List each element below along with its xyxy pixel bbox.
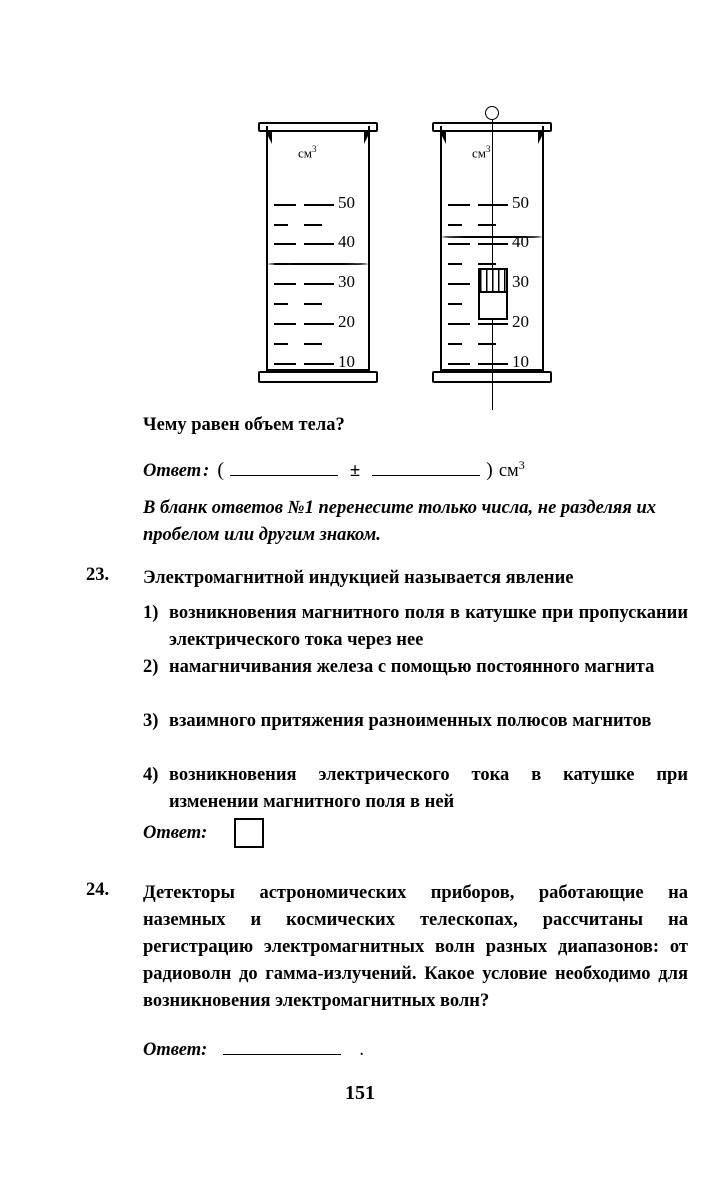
water-surface-line (442, 236, 542, 238)
answer-colon: : (203, 461, 210, 482)
tick-label-10: 10 (338, 352, 355, 371)
tick-label-30: 30 (512, 272, 529, 291)
tick-left (274, 303, 288, 305)
tick-minor (478, 343, 496, 345)
item-number-24: 24. (86, 880, 110, 900)
choice-text: намагничивания железа с помощью постоянного магнита (169, 657, 655, 677)
choice-23-3[interactable] (143, 708, 688, 735)
tick-left (274, 204, 296, 206)
answer-period-24: . (359, 1040, 364, 1060)
tick-label-20: 20 (512, 312, 529, 331)
choice-number: 3) (143, 711, 159, 731)
tick-minor (304, 343, 322, 345)
answer-label-23: Ответ: (143, 823, 208, 843)
transfer-instruction-note: В бланк ответов №1 перенесите только числа, не разделяя их пробелом или другим знаком. (143, 498, 657, 545)
tick-label-30: 30 (338, 272, 355, 291)
tick-left (274, 363, 296, 365)
answer-line-volume (143, 458, 525, 482)
answer-unit: $см^3$ (498, 458, 525, 482)
unit-label: $см^3$ (298, 144, 317, 161)
choice-number: 4) (143, 765, 159, 785)
tick-major-10 (304, 363, 334, 365)
question-prompt: Чему равен объем тела? (143, 415, 345, 435)
tick-left (448, 283, 470, 285)
tick-left (448, 363, 470, 365)
suspension-ring-icon (485, 106, 499, 120)
tick-left (274, 243, 296, 245)
answer-row-24 (143, 1040, 364, 1061)
tick-left (448, 303, 462, 305)
tick-minor (304, 224, 322, 226)
tick-major-50 (478, 204, 508, 206)
measuring-cylinder-with-body (432, 108, 552, 383)
answer-row-23 (143, 823, 209, 844)
tick-major-40 (304, 243, 334, 245)
tick-label-40: 40 (512, 232, 529, 251)
close-paren: ) (486, 459, 493, 482)
answer-label-24: Ответ: (143, 1040, 208, 1060)
tick-major-10 (478, 363, 508, 365)
tick-left (274, 283, 296, 285)
answer-box-23[interactable] (234, 818, 264, 848)
tick-left (448, 224, 462, 226)
choice-23-2[interactable] (143, 654, 688, 681)
tick-major-20 (304, 323, 334, 325)
tick-label-50: 50 (512, 193, 529, 212)
plus-minus-symbol: ± (350, 461, 361, 482)
tick-major-40 (478, 243, 508, 245)
tick-left (448, 323, 470, 325)
cylinder-base (258, 371, 378, 383)
answer-blank-24[interactable] (223, 1040, 341, 1055)
choice-23-1[interactable] (143, 600, 688, 654)
item-stem-23: Электромагнитной индукцией называется явление (143, 568, 574, 588)
tick-major-50 (304, 204, 334, 206)
tick-left (274, 323, 296, 325)
choice-23-4[interactable] (143, 762, 688, 816)
choice-text: взаимного притяжения разноименных полюсов магнитов (169, 711, 652, 731)
tick-major-20 (478, 323, 508, 325)
tick-label-10: 10 (512, 352, 529, 371)
cylinder-base (432, 371, 552, 383)
tick-minor (478, 263, 496, 265)
tick-label-50: 50 (338, 193, 355, 212)
tick-label-20: 20 (338, 312, 355, 331)
answer-label: Ответ (143, 461, 202, 482)
tick-left (274, 224, 288, 226)
unit-label: $см^3$ (472, 144, 491, 161)
measuring-cylinder-without-body (258, 108, 378, 383)
choice-text: возникновения магнитного поля в катушке при пропускании электрического тока через нее (169, 603, 688, 650)
submerged-body-hatching (478, 268, 508, 293)
item-number-23: 23. (86, 565, 110, 585)
answer-blank-uncertainty[interactable] (372, 461, 480, 476)
page-number: 151 (345, 1082, 375, 1104)
open-paren: ( (217, 459, 224, 482)
figure-measuring-cylinders (0, 78, 720, 398)
choice-number: 1) (143, 603, 159, 623)
tick-left (274, 343, 288, 345)
item-stem-24: Детекторы астрономических приборов, работающие на наземных и космических телескопах, рассчитаны на регистрацию электромагнитных волн разных диапазонов: от радиоволн до гамма-излучений. Какое условие необходимо для возникновения электромагнитных волн? (143, 883, 688, 1011)
tick-label-40: 40 (338, 232, 355, 251)
choice-text: возникновения электрического тока в катушке при изменении магнитного поля в ней (169, 765, 688, 812)
choice-number: 2) (143, 657, 159, 677)
tick-left (448, 263, 462, 265)
tick-major-30 (304, 283, 334, 285)
water-surface-line (268, 263, 368, 265)
tick-left (448, 204, 470, 206)
tick-minor (304, 303, 322, 305)
tick-left (448, 343, 462, 345)
tick-left (448, 243, 470, 245)
answer-blank-value[interactable] (230, 461, 338, 476)
tick-minor (478, 224, 496, 226)
